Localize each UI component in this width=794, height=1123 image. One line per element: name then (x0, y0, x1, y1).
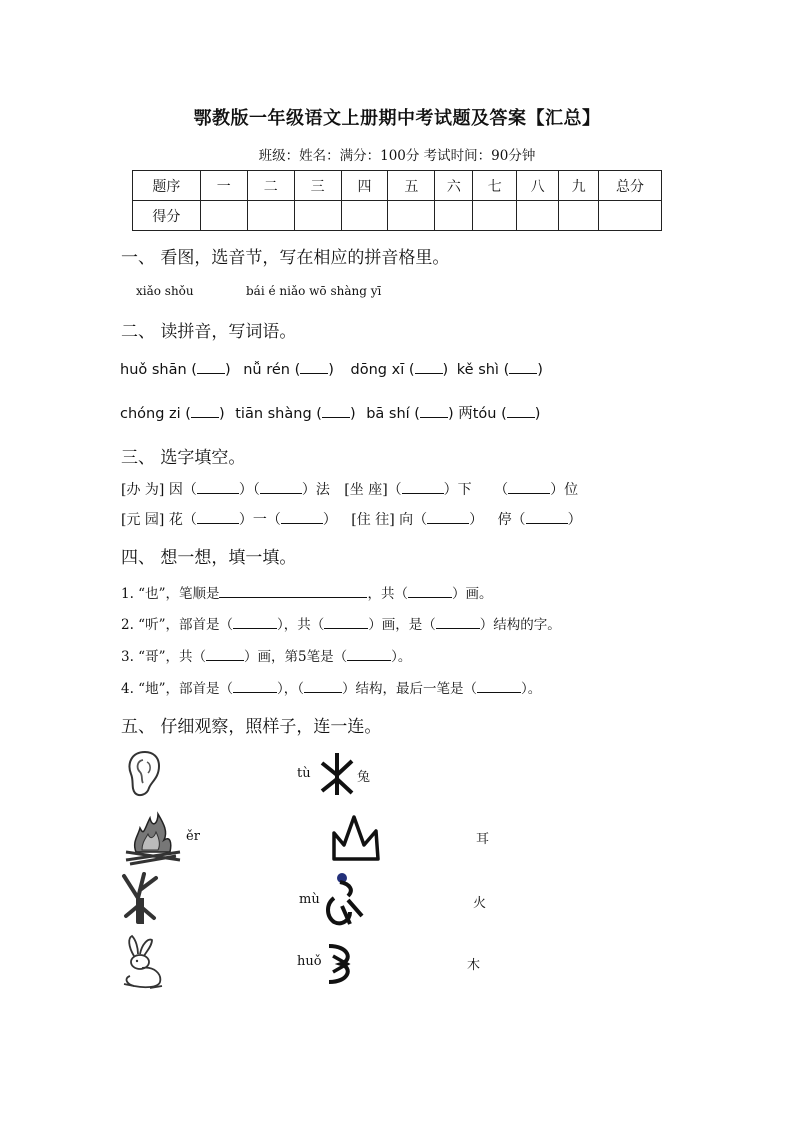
character-label: 耳 (476, 832, 490, 847)
question-text: ）画，第5笔是（ (243, 649, 348, 665)
answer-blank[interactable] (402, 481, 444, 494)
score-input-cell[interactable] (341, 201, 388, 231)
answer-blank[interactable] (191, 405, 219, 418)
question-text: 3. “哥”，共（ (121, 649, 206, 665)
text: ）一（ (238, 512, 281, 528)
section5-heading: 五、 仔细观察，照样子，连一连。 (121, 717, 382, 737)
choice-prompt: [元 园] 花（ (121, 512, 197, 528)
character-label: 火 (473, 896, 487, 911)
score-header-cell: 六 (435, 171, 473, 201)
section3-heading: 三、 选字填空。 (121, 448, 246, 468)
answer-blank[interactable] (197, 361, 225, 374)
score-header-cell: 二 (247, 171, 294, 201)
question-3 (121, 645, 411, 665)
text: ） (322, 512, 337, 528)
score-header-cell: 八 (517, 171, 559, 201)
score-input-cell[interactable] (294, 201, 341, 231)
pinyin-prompt: dōng xī ( (350, 362, 415, 378)
pinyin-label: mù (299, 892, 320, 907)
score-input-cell[interactable] (388, 201, 435, 231)
section3-line2 (121, 509, 582, 529)
score-input-cell[interactable] (517, 201, 559, 231)
question-text: ）结构的字。 (479, 617, 561, 633)
section3-line1 (121, 479, 578, 499)
question-1 (121, 582, 492, 602)
pinyin-label: huǒ (297, 954, 322, 969)
oracle-fire-glyph[interactable] (330, 811, 382, 863)
score-table-header-row (133, 171, 662, 201)
question-text: ）结构，最后一笔是（ (341, 681, 477, 697)
answer-blank[interactable] (509, 361, 537, 374)
rabbit-picture[interactable] (120, 934, 166, 990)
oracle-ear-glyph[interactable] (323, 940, 357, 986)
question-text: ）。 (520, 681, 542, 697)
oracle-rabbit-glyph[interactable] (320, 870, 370, 926)
section1-heading: 一、 看图，选音节，写在相应的拼音格里。 (121, 248, 450, 268)
choice-prompt: [住 往] 向（ (351, 512, 428, 528)
score-table (132, 170, 662, 231)
section1-pinyin-a: xiǎo shǒu (136, 284, 194, 298)
fire-picture[interactable] (124, 808, 182, 866)
answer-blank[interactable] (197, 511, 239, 524)
text: 停（ (497, 512, 526, 528)
text: （ (494, 482, 509, 498)
score-input-cell[interactable] (599, 201, 662, 231)
question-text: ），（ (276, 681, 304, 697)
paren: ) (349, 406, 356, 422)
question-text: ）画，是（ (368, 617, 436, 633)
answer-blank[interactable] (526, 511, 568, 524)
score-header-cell: 五 (388, 171, 435, 201)
answer-blank[interactable] (507, 405, 535, 418)
answer-blank[interactable] (233, 680, 277, 693)
question-text: ）。 (391, 649, 412, 665)
answer-blank[interactable] (436, 616, 480, 629)
score-header-cell: 三 (294, 171, 341, 201)
pinyin-prompt: 两tóu ( (458, 406, 507, 422)
answer-blank[interactable] (427, 511, 469, 524)
score-input-cell[interactable] (559, 201, 599, 231)
pinyin-prompt: huǒ shān ( (120, 362, 197, 378)
question-text: ），共（ (276, 617, 325, 633)
text: ）（ (238, 482, 260, 498)
question-text: ，共（ (367, 586, 408, 602)
answer-blank[interactable] (420, 405, 448, 418)
section2-heading: 二、 读拼音，写词语。 (121, 322, 297, 342)
question-4 (121, 677, 541, 697)
answer-blank[interactable] (233, 616, 277, 629)
pinyin-label: ěr (186, 829, 200, 844)
character-label: 兔 (357, 770, 371, 785)
score-input-cell[interactable] (247, 201, 294, 231)
answer-blank[interactable] (408, 585, 452, 598)
question-2 (121, 613, 561, 633)
answer-blank[interactable] (206, 648, 244, 661)
text: ）下 (443, 482, 472, 498)
answer-blank[interactable] (508, 481, 550, 494)
page-title: 鄂教版一年级语文上册期中考试题及答案【汇总】 (193, 108, 601, 129)
paren: ) (442, 362, 449, 378)
pinyin-label: tù (297, 766, 311, 781)
section2-line2 (120, 402, 540, 423)
paren: ) (328, 362, 334, 378)
pinyin-prompt: tiān shàng ( (235, 406, 322, 422)
paren: ) (218, 406, 225, 422)
ear-picture[interactable] (123, 748, 163, 798)
text: ）法 (301, 482, 330, 498)
score-header-cell: 九 (559, 171, 599, 201)
choice-prompt: [办 为] 因（ (121, 482, 197, 498)
choice-prompt: [坐 座]（ (344, 482, 402, 498)
paren: ) (537, 362, 543, 378)
tree-picture[interactable] (120, 872, 160, 924)
score-table-score-row (133, 201, 662, 231)
character-label: 木 (467, 958, 481, 973)
answer-blank[interactable] (324, 616, 368, 629)
text: ） (469, 512, 484, 528)
answer-blank[interactable] (300, 361, 328, 374)
answer-blank[interactable] (304, 680, 342, 693)
question-text: 2. “听”，部首是（ (121, 617, 233, 633)
pinyin-prompt: kě shì ( (456, 362, 510, 378)
score-header-cell: 题序 (133, 171, 201, 201)
answer-blank[interactable] (347, 648, 391, 661)
paren: ) (224, 362, 231, 378)
answer-blank[interactable] (415, 361, 443, 374)
answer-blank[interactable] (281, 511, 323, 524)
answer-blank[interactable] (477, 680, 521, 693)
question-text: ）画。 (451, 586, 493, 602)
section4-heading: 四、 想一想，填一填。 (121, 548, 297, 568)
section1-pinyin-b: bái é niǎo wō shàng yī (246, 284, 382, 298)
score-input-cell[interactable] (200, 201, 247, 231)
score-input-cell[interactable] (473, 201, 517, 231)
score-header-cell: 四 (341, 171, 388, 201)
score-header-cell: 总分 (599, 171, 662, 201)
text: ） (567, 512, 582, 528)
pinyin-prompt: nǚ rén ( (243, 362, 301, 378)
answer-blank[interactable] (197, 481, 239, 494)
question-text: 1. “也”，笔顺是 (121, 586, 220, 602)
oracle-tree-glyph[interactable] (318, 751, 356, 797)
answer-blank[interactable] (219, 585, 367, 598)
answer-blank[interactable] (260, 481, 302, 494)
pinyin-prompt: bā shí ( (366, 406, 420, 422)
score-row-label: 得分 (133, 201, 201, 231)
paren: ) (534, 406, 541, 422)
question-text: 4. “地”，部首是（ (121, 681, 233, 697)
pinyin-prompt: chóng zi ( (120, 406, 191, 422)
score-header-cell: 七 (473, 171, 517, 201)
paren: ) (447, 406, 454, 422)
exam-info: 班级：姓名：满分：100分 考试时间：90分钟 (258, 148, 536, 164)
score-header-cell: 一 (200, 171, 247, 201)
text: ）位 (550, 482, 579, 498)
answer-blank[interactable] (322, 405, 350, 418)
score-input-cell[interactable] (435, 201, 473, 231)
section2-line1 (120, 361, 543, 378)
